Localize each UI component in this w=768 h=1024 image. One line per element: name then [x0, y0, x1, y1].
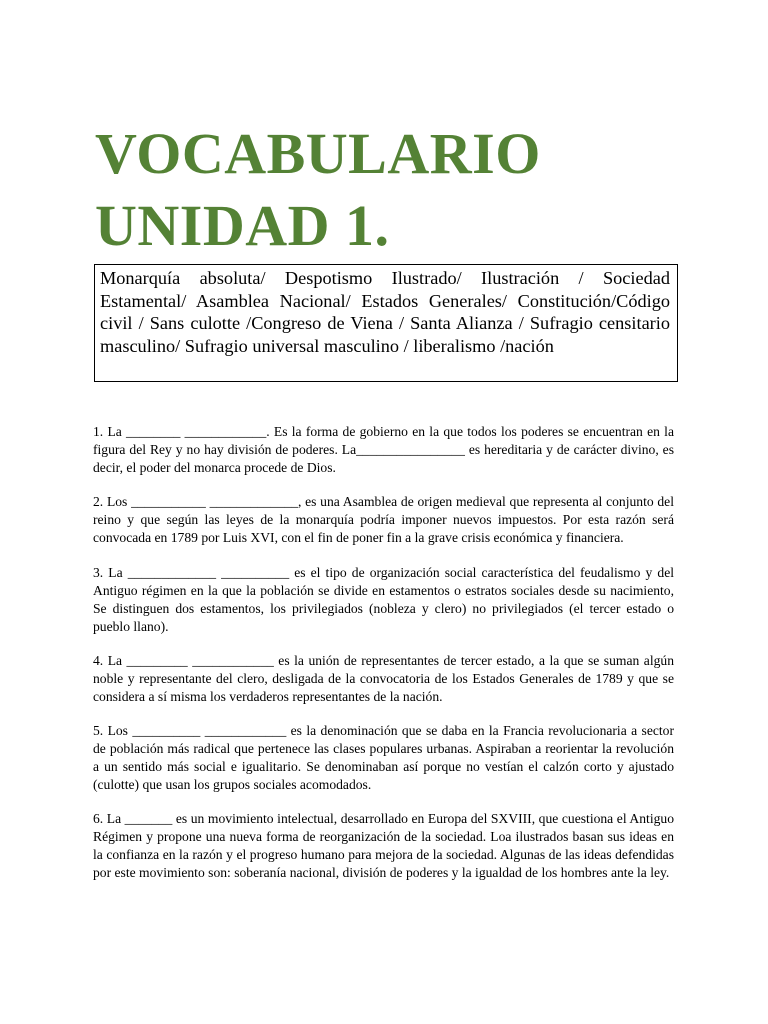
word-bank-box [94, 264, 678, 382]
word-bank-text: Monarquía absoluta/ Despotismo Ilustrado/ Ilustración / Sociedad Estamental/ Asamblea Nacional/ Estados Generales/ Constitución/Código civil / Sans culotte /Congreso de Viena / Santa Alianza / Sufragio censitario masculino/ Sufragio universal masculino / liberalismo /nación [100, 268, 670, 356]
exercise-list [93, 423, 674, 898]
exercise-item-5: 5. Los __________ ____________ es la denominación que se daba en la Francia revolucionaria a sector de población más radical que pertenece las clases populares urbanas. Aspiraban a reorientar la revolución a un sentido más social e igualitario. Se denominaban así porque no vestían el calzón corto y ajustado (culotte) que usan los grupos sociales acomodados. [93, 723, 674, 792]
page-title [95, 118, 541, 262]
title-line-1: VOCABULARIO [95, 121, 541, 186]
exercise-item-1: 1. La ________ ____________. Es la forma de gobierno en la que todos los poderes se encuentran en la figura del Rey y no hay división de poderes. La________________ es hereditaria y de carácter divino, es decir, el poder del monarca procede de Dios. [93, 424, 674, 475]
exercise-item-6: 6. La _______ es un movimiento intelectual, desarrollado en Europa del SXVIII, que cuestiona el Antiguo Régimen y propone una nueva forma de reorganización de la sociedad. Loa ilustrados basan sus ideas en la confianza en la razón y el progreso humano para mejora de la sociedad. Algunas de las ideas defendidas por este movimiento son: soberanía nacional, división de poderes y la igualdad de los hombres ante la ley. [93, 811, 674, 880]
exercise-item-3: 3. La _____________ __________ es el tipo de organización social característica del feudalismo y del Antiguo régimen en la que la población se divide en estamentos o estratos sociales desde su nacimiento, Se distinguen dos estamentos, los privilegiados (nobleza y clero) no privilegiados (el tercer estado o pueblo llano). [93, 565, 674, 634]
exercise-item-2: 2. Los ___________ _____________, es una Asamblea de origen medieval que representa al conjunto del reino y que según las leyes de la monarquía podría imponer nuevos impuestos. Por esta razón será convocada en 1789 por Luis XVI, con el fin de poner fin a la grave crisis económica y financiera. [93, 494, 674, 545]
title-line-2: UNIDAD 1. [95, 193, 390, 258]
exercise-item-4: 4. La _________ ____________ es la unión de representantes de tercer estado, a la que se suman algún noble y representante del clero, desligada de la convocatoria de los Estados Generales de 1789 y que se considera a sí misma los verdaderos representantes de la nación. [93, 653, 674, 704]
